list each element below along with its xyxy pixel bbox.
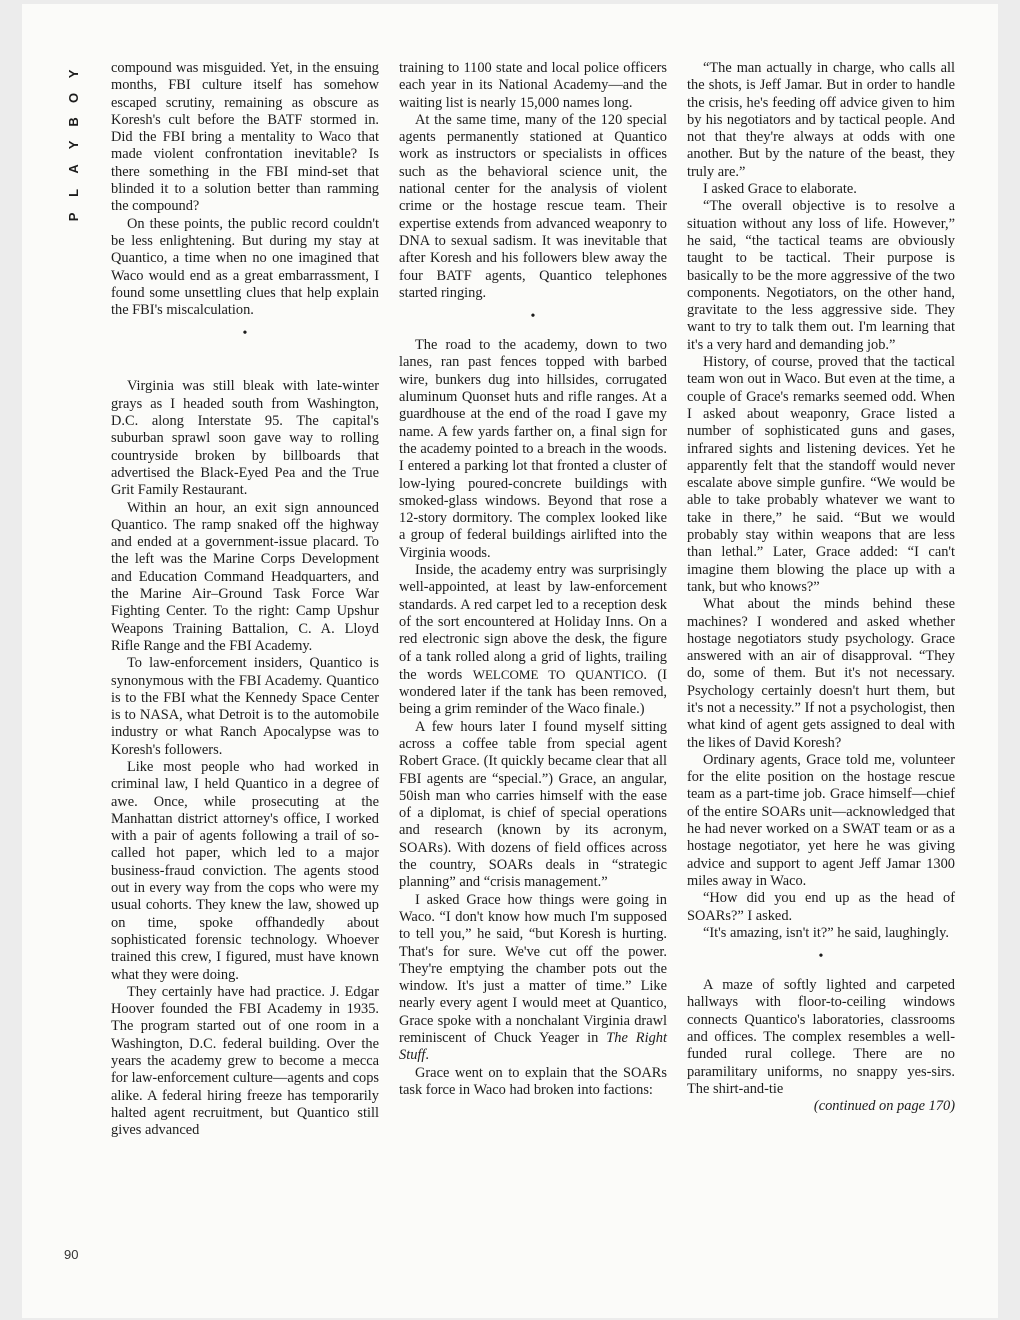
sign-text: WELCOME TO QUANTICO: [472, 666, 644, 682]
paragraph-text: .: [425, 1047, 429, 1064]
paragraph: On these points, the public record couldn't be less enlightening. But during my stay at Quantico, a time when no one imagined that Waco would end as a great embarrassment, I found some unsettling clues that help explain the FBI's miscalculation.: [111, 215, 379, 319]
paragraph: “How did you end up as the head of SOARs?” I asked.: [687, 890, 955, 924]
column-3: [687, 60, 955, 1116]
paragraph: At the same time, many of the 120 special agents permanently stationed at Quantico work as instructors or specialists in offices such as the behavioral science unit, the national center for the analysis of violent crime or the hostage rescue team. Their expertise extends from advanced weaponry to DNA to sexual sadism. It was inevitable that after Koresh and his followers blew away the four BATF agents, Quantico telephones started ringing.: [399, 111, 667, 301]
masthead-letter: L: [66, 188, 82, 197]
paragraph: A few hours later I found myself sitting across a coffee table from special agent Robert Grace. (It quickly became clear that all FBI agents are “special.”) Grace, an angular, 50ish man who carries himself with the ease of a diplomat, is chief of special operations and research (known by its acronym, SOARs). With dozens of field offices across the country, SOARs deals in “strategic planning” and “crisis management.”: [399, 718, 667, 891]
paragraph: What about the minds behind these machines? I wondered and asked whether hostage negotiators study psychology. Grace answered with an air of disapproval. “They do, some of them. But it's not necessary. Psychology certainly doesn't hurt them, but it's not a necessity.” If not a psychologist, then what kind of agent gets assigned to deal with the likes of David Koresh?: [687, 596, 955, 751]
section-bullet: •: [530, 309, 536, 325]
paragraph: Grace went on to explain that the SOARs task force in Waco had broken into factions:: [399, 1064, 667, 1098]
masthead-letter: B: [66, 116, 82, 127]
masthead-letter: A: [66, 164, 82, 174]
paragraph: Within an hour, an exit sign announced Quantico. The ramp snaked off the highway and ended at a government-issue placard. To the left was the Marine Corps Development and Education Command Headquarters, and the Marine Air–Ground Task Force War Fighting Center. To the right: Camp Upshur Weapons Training Battalion, C. A. Lloyd Rifle Range and the FBI Academy.: [111, 499, 379, 654]
masthead-letter: P: [66, 212, 82, 222]
paragraph: Virginia was still bleak with late-winter grays as I headed south from Washington, D.C. along Interstate 95. The capital's suburban sprawl soon gave way to rolling countryside broken by billboards that advertised the Black-Eyed Pea and the True Grit Family Restaurant.: [111, 378, 379, 499]
section-bullet: •: [818, 949, 824, 965]
column-1: [111, 60, 379, 1140]
magazine-page: [22, 4, 998, 1318]
paragraph: A maze of softly lighted and carpeted hallways with floor-to-ceiling windows connects Quantico's laboratories, classrooms and offices. The complex resembles a well-funded rural college. There are no paramilitary uniforms, no snappy yes-sirs. The shirt-and-tie: [687, 977, 955, 1097]
paragraph: training to 1100 state and local police officers each year in its National Academy—and the waiting list is nearly 15,000 names long.: [399, 60, 667, 111]
continued-note: (continued on page 170): [813, 1098, 955, 1115]
paragraph: “It's amazing, isn't it?” he said, laughingly.: [703, 924, 950, 941]
paragraph-text: . (I wondered later if the tank has been removed, being a grim reminder of the Waco finale.): [399, 666, 667, 718]
paragraph-text: Inside, the academy entry was surprisingly well-appointed, at least by law-enforcement standards. A red carpet led to a reception desk of the sort encountered at Holiday Inns. On a red electronic sign above the desk, the figure of a tank rolled along a grid of lights, trailing the words: [399, 562, 667, 683]
column-2: [399, 60, 667, 1099]
masthead-letter: Y: [66, 140, 82, 150]
masthead-vertical: [62, 62, 86, 229]
page-number: 90: [64, 1247, 79, 1262]
paragraph: I asked Grace to elaborate.: [703, 181, 857, 198]
film-title: The Right Stuff: [399, 1030, 667, 1064]
section-bullet: •: [242, 326, 248, 342]
paragraph: To law-enforcement insiders, Quantico is synonymous with the FBI Academy. Quantico is to the FBI what the Kennedy Space Center is to NASA, what Detroit is to the automobile industry or what Ranch Apocalypse was to Koresh's followers.: [111, 655, 379, 758]
masthead-letter: Y: [66, 69, 82, 79]
paragraph: compound was misguided. Yet, in the ensuing months, FBI culture itself has somehow escaped scrutiny, remaining as obscure as Koresh's cult before the BATF stormed in. Did the FBI bring a mentality to Waco that made violent confrontation inevitable? Is there something in the FBI mind-set that blinded it to a solution better than ramming the compound?: [111, 60, 379, 215]
paragraph-text: I asked Grace how things were going in Waco. “I don't know how much I'm supposed to tell you,” he said, “but Koresh is hurting. That's for sure. We've cut off the power. They're emptying the chamber pots out the window. It's just a matter of time.” Like nearly every agent I would meet at Quantico, Grace spoke with a nonchalant Virginia drawl reminiscent of Chuck Yeager in: [399, 891, 667, 1047]
paragraph: They certainly have had practice. J. Edgar Hoover founded the FBI Academy in 1935. The program started out of one room in a Washington, D.C. federal building. Over the years the academy grew to become a mecca for law-enforcement culture—agents and cops alike. A federal hiring freeze has temporarily halted agent recruitment, but Quantico still gives advanced: [111, 983, 379, 1139]
paragraph: Like most people who had worked in criminal law, I held Quantico in a degree of awe. Once, while prosecuting at the Manhattan district attorney's office, I worked with a pair of agents following a trail of so-called hot paper, which led to a major business-fraud conviction. The agents stood out in every way from the cops who were my usual cohorts. They knew the law, showed up on time, spoke offhandedly about sophisticated forensic technology. Whoever trained this crew, I figured, must have known what they were doing.: [111, 758, 379, 983]
paragraph: History, of course, proved that the tactical team won out in Waco. But even at the time, a couple of Grace's remarks seemed odd. When I asked about weaponry, Grace listed a number of sophisticated guns and gases, infrared sights and listening devices. Yet he apparently felt that the standoff would never escalate above simple gunfire. “We would be able to take probably whatever we want to take in there,” he said. “But we would probably stay within weapons that are less than lethal.” Later, Grace added: “I can't imagine them blowing the place up with a tank, but who knows?”: [687, 354, 955, 595]
masthead-letter: O: [66, 92, 82, 103]
paragraph: [399, 562, 667, 719]
paragraph: [399, 892, 667, 1065]
paragraph: “The overall objective is to resolve a situation without any loss of life. However,” he said, “the tactical teams are obviously taught to be tactical. Their purpose is basically to be the more aggressive of the two components. Negotiators, on the other hand, gravitate to the less aggressive side. They want to try to talk them out. I'm learning that it's a very hard and demanding job.”: [687, 198, 955, 353]
paragraph: “The man actually in charge, who calls all the shots, is Jeff Jamar. But in order to handle the crisis, he's feeding off advice given to him by his negotiators and by tactical people. And not that they're always at odds with one another. But by the nature of the beast, they truly are.”: [687, 60, 955, 180]
paragraph: Ordinary agents, Grace told me, volunteer for the elite position on the hostage rescue team as a part-time job. Grace himself—chief of the entire SOARs unit—acknowledged that he had never worked on a SWAT team or as a hostage negotiator, yet here he was giving advice and support to agent Jeff Jamar 1300 miles away in Waco.: [687, 751, 955, 889]
paragraph: The road to the academy, down to two lanes, ran past fences topped with barbed wire, bunkers dug into hillsides, corrugated aluminum Quonset huts and rifle ranges. At a guardhouse at the end of the road I gave my name. A few yards farther on, a final sign for the academy pointed to a breach in the woods. I entered a parking lot that fronted a cluster of low-lying poured-concrete buildings with smoked-glass windows. Beyond that rose a 12-story dormitory. The complex looked like a group of federal buildings airlifted into the Virginia woods.: [399, 337, 667, 561]
